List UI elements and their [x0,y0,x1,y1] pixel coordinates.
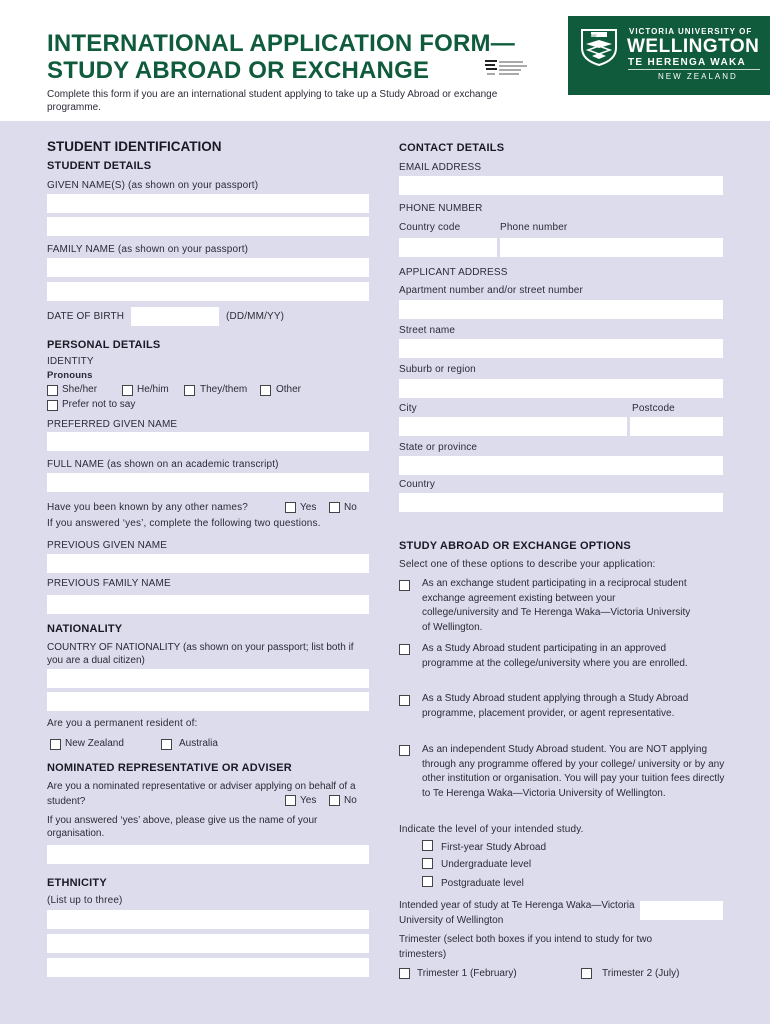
street-name-label: Street name [399,325,456,336]
nationality-heading: NATIONALITY [47,623,123,635]
study-option-4-text: As an independent Study Abroad student. You are NOT applying through any programme offered by your college/ university or by any other institution or organisation. You will pay your tuition fees directly to Te Herenga Waka—Victoria University of Wellington. [422,744,725,799]
representative-heading: NOMINATED REPRESENTATIVE OR ADVISER [47,762,292,774]
trimester-prompt: Trimester (select both boxes if you intend to study for two trimesters) [399,934,653,960]
student-details-heading: STUDENT DETAILS [47,160,152,172]
study-option-4-checkbox[interactable] [399,745,410,756]
form-title: INTERNATIONAL APPLICATION FORM— STUDY ABROAD OR EXCHANGE [47,30,515,84]
form-code-stamp [483,57,559,81]
ethnicity-heading: ETHNICITY [47,877,107,889]
phone-number-label: Phone number [500,222,568,233]
representative-yes-checkbox[interactable] [285,795,296,806]
nationality-input-2[interactable] [47,692,369,711]
representative-question: Are you a nominated representative or adviser applying on behalf of a student? [47,781,356,807]
city-input[interactable] [399,417,627,436]
dob-label: DATE OF BIRTH [47,311,125,322]
pronoun-she-checkbox[interactable] [47,385,58,396]
identity-label: IDENTITY [47,356,94,367]
other-names-no-checkbox[interactable] [329,502,340,513]
level-postgraduate-checkbox[interactable] [422,876,433,887]
preferred-given-name-label: PREFERRED GIVEN NAME [47,419,178,430]
previous-family-name-input[interactable] [47,595,369,614]
country-input[interactable] [399,493,723,512]
study-option-3-text: As a Study Abroad student applying through a Study Abroad programme, placement provider, or agent representative. [422,693,689,719]
intended-year-label: Intended year of study at Te Herenga Waka—Victoria University of Wellington [399,900,635,926]
phone-label: PHONE NUMBER [399,203,483,214]
ethnicity-input-2[interactable] [47,934,369,953]
street-number-input[interactable] [399,300,723,319]
study-level-prompt: Indicate the level of your intended study. [399,824,584,835]
previous-given-name-input[interactable] [47,554,369,573]
street-name-input[interactable] [399,339,723,358]
other-names-instruction: If you answered ‘yes’, complete the following two questions. [47,518,321,529]
pr-australia-checkbox[interactable] [161,739,172,750]
dob-input[interactable] [131,307,219,326]
student-identification-heading: STUDENT IDENTIFICATION [47,139,222,154]
trimester-1-checkbox[interactable] [399,968,410,979]
level-undergraduate-checkbox[interactable] [422,858,433,869]
university-logo: 1897 VICTORIA UNIVERSITY OF WELLINGTON TE HERENGA WAKA NEW ZEALAND [568,16,770,95]
country-of-nationality-label: COUNTRY OF NATIONALITY (as shown on your passport; list both if you are a dual citizen) [47,642,354,666]
study-option-2-checkbox[interactable] [399,644,410,655]
organisation-prompt: If you answered ‘yes’ above, please give us the name of your organisation. [47,815,318,839]
city-label: City [399,403,417,414]
full-name-input[interactable] [47,473,369,492]
form-intro: Complete this form if you are an international student applying to take up a Study Abroad or exchange programme. [47,89,498,113]
organisation-input[interactable] [47,845,369,864]
pronouns-label: Pronouns [47,370,93,381]
permanent-resident-label: Are you a permanent resident of: [47,718,198,729]
applicant-address-label: APPLICANT ADDRESS [399,267,508,278]
study-options-heading: STUDY ABROAD OR EXCHANGE OPTIONS [399,540,631,552]
dob-format-hint: (DD/MM/YY) [226,311,285,322]
family-name-label: FAMILY NAME (as shown on your passport) [47,244,249,255]
given-names-input-1[interactable] [47,194,369,213]
nationality-input-1[interactable] [47,669,369,688]
study-option-3-checkbox[interactable] [399,695,410,706]
ethnicity-input-1[interactable] [47,910,369,929]
study-option-1-text: As an exchange student participating in a reciprocal student exchange agreement existing between your college/university and Te Herenga Waka—Victoria University of Wellington. [422,578,691,633]
email-input[interactable] [399,176,723,195]
suburb-input[interactable] [399,379,723,398]
country-code-label: Country code [399,222,461,233]
other-names-yes-checkbox[interactable] [285,502,296,513]
study-option-1-checkbox[interactable] [399,580,410,591]
pronoun-prefer-not-checkbox[interactable] [47,400,58,411]
given-names-input-2[interactable] [47,217,369,236]
country-code-input[interactable] [399,238,497,257]
email-label: EMAIL ADDRESS [399,162,482,173]
pronoun-he-checkbox[interactable] [122,385,133,396]
ethnicity-input-3[interactable] [47,958,369,977]
pronoun-other-checkbox[interactable] [260,385,271,396]
pronoun-they-checkbox[interactable] [184,385,195,396]
postcode-input[interactable] [630,417,723,436]
ethnicity-hint: (List up to three) [47,895,123,906]
intended-year-input[interactable] [640,901,723,920]
previous-family-name-label: PREVIOUS FAMILY NAME [47,578,171,589]
phone-number-input[interactable] [500,238,723,257]
street-number-label: Apartment number and/or street number [399,285,583,296]
representative-no-checkbox[interactable] [329,795,340,806]
family-name-input-2[interactable] [47,282,369,301]
state-label: State or province [399,442,478,453]
full-name-label: FULL NAME (as shown on an academic transcript) [47,459,279,470]
trimester-2-checkbox[interactable] [581,968,592,979]
crest-icon [580,28,618,66]
study-option-2-text: As a Study Abroad student participating in an approved programme at the college/university where you are enrolled. [422,643,688,669]
state-input[interactable] [399,456,723,475]
contact-details-heading: CONTACT DETAILS [399,142,505,154]
suburb-label: Suburb or region [399,364,476,375]
level-first-year-checkbox[interactable] [422,840,433,851]
family-name-input-1[interactable] [47,258,369,277]
pr-new-zealand-checkbox[interactable] [50,739,61,750]
personal-details-heading: PERSONAL DETAILS [47,339,161,351]
given-names-label: GIVEN NAME(S) (as shown on your passport) [47,180,259,191]
preferred-given-name-input[interactable] [47,432,369,451]
other-names-question: Have you been known by any other names? [47,502,248,513]
previous-given-name-label: PREVIOUS GIVEN NAME [47,540,168,551]
study-options-prompt: Select one of these options to describe your application: [399,559,656,570]
country-label: Country [399,479,436,490]
postcode-label: Postcode [632,403,675,414]
